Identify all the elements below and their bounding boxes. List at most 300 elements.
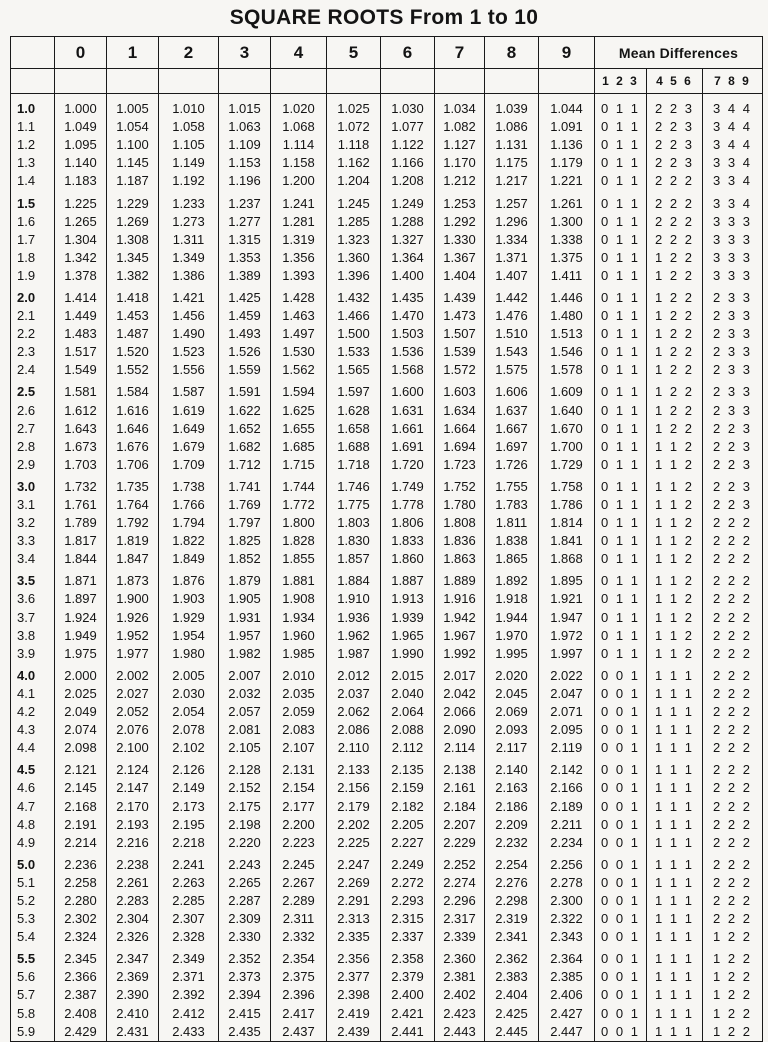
- header-blank: [107, 69, 159, 94]
- root-value-cell: 2.396: [271, 986, 327, 1004]
- root-value-cell: 1.682: [219, 438, 271, 456]
- root-value-cell: 1.122: [381, 136, 435, 154]
- mean-difference-cell: 1 1 1: [647, 663, 703, 685]
- table-row: [11, 852, 763, 874]
- root-value-cell: 1.990: [381, 645, 435, 663]
- root-value-cell: 2.030: [159, 685, 219, 703]
- row-label: 5.6: [11, 968, 55, 986]
- row-label: 3.2: [11, 514, 55, 532]
- root-value-cell: 1.667: [485, 420, 539, 438]
- mean-difference-cell: 0 1 1: [595, 361, 647, 379]
- root-value-cell: 1.277: [219, 213, 271, 231]
- root-value-cell: 2.300: [539, 892, 595, 910]
- root-value-cell: 1.844: [55, 550, 107, 568]
- root-value-cell: 1.833: [381, 532, 435, 550]
- root-value-cell: 2.189: [539, 797, 595, 815]
- mean-difference-cell: 3 4 4: [703, 136, 763, 154]
- root-value-cell: 1.664: [435, 420, 485, 438]
- root-value-cell: 1.841: [539, 532, 595, 550]
- root-value-cell: 2.168: [55, 797, 107, 815]
- root-value-cell: 1.803: [327, 514, 381, 532]
- root-value-cell: 1.323: [327, 231, 381, 249]
- root-value-cell: 1.786: [539, 496, 595, 514]
- mean-difference-cell: 2 2 2: [647, 172, 703, 190]
- root-value-cell: 2.223: [271, 834, 327, 852]
- root-value-cell: 1.520: [107, 343, 159, 361]
- root-value-cell: 1.597: [327, 379, 381, 401]
- root-value-cell: 2.354: [271, 946, 327, 968]
- root-value-cell: 2.076: [107, 721, 159, 739]
- root-value-cell: 1.476: [485, 307, 539, 325]
- root-value-cell: 2.377: [327, 968, 381, 986]
- mean-difference-cell: 2 3 3: [703, 361, 763, 379]
- mean-difference-cell: 1 1 2: [647, 550, 703, 568]
- root-value-cell: 2.071: [539, 703, 595, 721]
- mean-difference-cell: 1 1 2: [647, 568, 703, 590]
- root-value-cell: 1.187: [107, 172, 159, 190]
- mean-difference-cell: 2 2 2: [703, 645, 763, 663]
- root-value-cell: 1.237: [219, 190, 271, 212]
- table-row: [11, 703, 763, 721]
- root-value-cell: 1.652: [219, 420, 271, 438]
- table-row: [11, 285, 763, 307]
- root-value-cell: 2.283: [107, 892, 159, 910]
- root-value-cell: 2.211: [539, 816, 595, 834]
- table-body: [11, 100, 763, 1041]
- root-value-cell: 1.493: [219, 325, 271, 343]
- root-value-cell: 2.045: [485, 685, 539, 703]
- root-value-cell: 1.118: [327, 136, 381, 154]
- root-value-cell: 2.375: [271, 968, 327, 986]
- root-value-cell: 2.128: [219, 757, 271, 779]
- mean-difference-cell: 0 0 1: [595, 816, 647, 834]
- row-label: 2.8: [11, 438, 55, 456]
- root-value-cell: 1.442: [485, 285, 539, 307]
- row-label: 2.7: [11, 420, 55, 438]
- root-value-cell: 2.229: [435, 834, 485, 852]
- root-value-cell: 1.688: [327, 438, 381, 456]
- mean-difference-cell: 0 1 1: [595, 456, 647, 474]
- root-value-cell: 1.697: [485, 438, 539, 456]
- root-value-cell: 1.030: [381, 100, 435, 118]
- mean-difference-cell: 1 2 2: [703, 986, 763, 1004]
- root-value-cell: 1.473: [435, 307, 485, 325]
- root-value-cell: 2.012: [327, 663, 381, 685]
- mean-difference-cell: 2 2 3: [703, 496, 763, 514]
- root-value-cell: 1.000: [55, 100, 107, 118]
- root-value-cell: 1.741: [219, 474, 271, 496]
- header-corner: [11, 37, 55, 69]
- root-value-cell: 1.957: [219, 627, 271, 645]
- root-value-cell: 1.591: [219, 379, 271, 401]
- root-value-cell: 2.419: [327, 1005, 381, 1023]
- root-value-cell: 1.192: [159, 172, 219, 190]
- root-value-cell: 1.020: [271, 100, 327, 118]
- mean-difference-cell: 0 0 1: [595, 797, 647, 815]
- root-value-cell: 1.265: [55, 213, 107, 231]
- header-row-digits: [11, 37, 763, 69]
- root-value-cell: 1.718: [327, 456, 381, 474]
- row-label: 3.5: [11, 568, 55, 590]
- root-value-cell: 1.746: [327, 474, 381, 496]
- root-value-cell: 1.726: [485, 456, 539, 474]
- header-blank: [485, 69, 539, 94]
- mean-difference-cell: 2 2 2: [703, 892, 763, 910]
- root-value-cell: 2.291: [327, 892, 381, 910]
- mean-difference-cell: 2 2 2: [703, 627, 763, 645]
- mean-difference-cell: 1 1 2: [647, 532, 703, 550]
- mean-difference-cell: 0 1 1: [595, 496, 647, 514]
- root-value-cell: 2.293: [381, 892, 435, 910]
- mean-difference-cell: 2 3 3: [703, 307, 763, 325]
- row-label: 3.0: [11, 474, 55, 496]
- root-value-cell: 2.296: [435, 892, 485, 910]
- header-md-group: 4 5 6: [647, 69, 703, 94]
- root-value-cell: 1.153: [219, 154, 271, 172]
- root-value-cell: 2.159: [381, 779, 435, 797]
- root-value-cell: 2.193: [107, 816, 159, 834]
- root-value-cell: 1.054: [107, 118, 159, 136]
- mean-difference-cell: 1 1 1: [647, 685, 703, 703]
- root-value-cell: 2.383: [485, 968, 539, 986]
- row-label: 4.3: [11, 721, 55, 739]
- root-value-cell: 2.225: [327, 834, 381, 852]
- root-value-cell: 2.227: [381, 834, 435, 852]
- header-md-group: 7 8 9: [703, 69, 763, 94]
- root-value-cell: 1.982: [219, 645, 271, 663]
- table-row: [11, 645, 763, 663]
- root-value-cell: 1.921: [539, 590, 595, 608]
- header-digit: 2: [159, 37, 219, 69]
- root-value-cell: 1.797: [219, 514, 271, 532]
- root-value-cell: 1.229: [107, 190, 159, 212]
- root-value-cell: 1.249: [381, 190, 435, 212]
- root-value-cell: 1.453: [107, 307, 159, 325]
- root-value-cell: 2.147: [107, 779, 159, 797]
- table-row: [11, 154, 763, 172]
- root-value-cell: 2.102: [159, 739, 219, 757]
- row-label: 5.2: [11, 892, 55, 910]
- root-value-cell: 2.243: [219, 852, 271, 874]
- root-value-cell: 1.360: [327, 249, 381, 267]
- root-value-cell: 1.881: [271, 568, 327, 590]
- root-value-cell: 1.530: [271, 343, 327, 361]
- row-label: 1.4: [11, 172, 55, 190]
- mean-difference-cell: 0 1 1: [595, 514, 647, 532]
- header-digit: 4: [271, 37, 327, 69]
- root-value-cell: 2.390: [107, 986, 159, 1004]
- root-value-cell: 1.749: [381, 474, 435, 496]
- root-value-cell: 1.720: [381, 456, 435, 474]
- root-value-cell: 1.200: [271, 172, 327, 190]
- root-value-cell: 1.483: [55, 325, 107, 343]
- root-value-cell: 1.965: [381, 627, 435, 645]
- root-value-cell: 1.936: [327, 609, 381, 627]
- root-value-cell: 2.269: [327, 874, 381, 892]
- root-value-cell: 1.587: [159, 379, 219, 401]
- row-label: 2.9: [11, 456, 55, 474]
- root-value-cell: 2.437: [271, 1023, 327, 1042]
- root-value-cell: 2.042: [435, 685, 485, 703]
- root-value-cell: 2.431: [107, 1023, 159, 1042]
- root-value-cell: 1.709: [159, 456, 219, 474]
- root-value-cell: 1.025: [327, 100, 381, 118]
- root-value-cell: 2.166: [539, 779, 595, 797]
- root-value-cell: 1.345: [107, 249, 159, 267]
- mean-difference-cell: 1 2 2: [647, 379, 703, 401]
- mean-difference-cell: 0 0 1: [595, 852, 647, 874]
- table-row: [11, 231, 763, 249]
- root-value-cell: 1.500: [327, 325, 381, 343]
- root-value-cell: 1.811: [485, 514, 539, 532]
- root-value-cell: 2.276: [485, 874, 539, 892]
- root-value-cell: 1.225: [55, 190, 107, 212]
- table-row: [11, 249, 763, 267]
- root-value-cell: 2.410: [107, 1005, 159, 1023]
- root-value-cell: 1.513: [539, 325, 595, 343]
- mean-difference-cell: 1 1 1: [647, 928, 703, 946]
- root-value-cell: 1.876: [159, 568, 219, 590]
- root-value-cell: 2.252: [435, 852, 485, 874]
- header-blank: [159, 69, 219, 94]
- row-label: 5.9: [11, 1023, 55, 1042]
- root-value-cell: 1.208: [381, 172, 435, 190]
- root-value-cell: 2.263: [159, 874, 219, 892]
- row-label: 1.1: [11, 118, 55, 136]
- root-value-cell: 1.661: [381, 420, 435, 438]
- mean-difference-cell: 1 2 2: [647, 307, 703, 325]
- root-value-cell: 1.562: [271, 361, 327, 379]
- root-value-cell: 1.892: [485, 568, 539, 590]
- root-value-cell: 1.166: [381, 154, 435, 172]
- root-value-cell: 1.105: [159, 136, 219, 154]
- root-value-cell: 2.110: [327, 739, 381, 757]
- root-value-cell: 1.852: [219, 550, 271, 568]
- root-value-cell: 1.581: [55, 379, 107, 401]
- mean-difference-cell: 2 2 2: [647, 213, 703, 231]
- mean-difference-cell: 1 1 1: [647, 816, 703, 834]
- mean-difference-cell: 0 1 1: [595, 627, 647, 645]
- mean-difference-cell: 0 1 1: [595, 249, 647, 267]
- root-value-cell: 1.952: [107, 627, 159, 645]
- mean-difference-cell: 2 2 3: [647, 136, 703, 154]
- root-value-cell: 1.490: [159, 325, 219, 343]
- root-value-cell: 1.439: [435, 285, 485, 307]
- mean-difference-cell: 2 2 2: [703, 739, 763, 757]
- mean-difference-cell: 0 0 1: [595, 910, 647, 928]
- mean-difference-cell: 2 2 2: [703, 609, 763, 627]
- table-row: [11, 797, 763, 815]
- row-label: 1.8: [11, 249, 55, 267]
- root-value-cell: 1.789: [55, 514, 107, 532]
- mean-difference-cell: 1 1 1: [647, 703, 703, 721]
- root-value-cell: 1.676: [107, 438, 159, 456]
- mean-difference-cell: 3 3 3: [703, 249, 763, 267]
- table-row: [11, 496, 763, 514]
- root-value-cell: 2.209: [485, 816, 539, 834]
- root-value-cell: 2.088: [381, 721, 435, 739]
- root-value-cell: 2.112: [381, 739, 435, 757]
- root-value-cell: 2.098: [55, 739, 107, 757]
- root-value-cell: 2.205: [381, 816, 435, 834]
- root-value-cell: 1.980: [159, 645, 219, 663]
- root-value-cell: 2.052: [107, 703, 159, 721]
- root-value-cell: 2.138: [435, 757, 485, 779]
- root-value-cell: 2.408: [55, 1005, 107, 1023]
- table-row: [11, 874, 763, 892]
- root-value-cell: 2.330: [219, 928, 271, 946]
- root-value-cell: 2.135: [381, 757, 435, 779]
- root-value-cell: 1.470: [381, 307, 435, 325]
- root-value-cell: 1.900: [107, 590, 159, 608]
- root-value-cell: 1.929: [159, 609, 219, 627]
- mean-difference-cell: 1 1 1: [647, 834, 703, 852]
- root-value-cell: 2.163: [485, 779, 539, 797]
- root-value-cell: 1.063: [219, 118, 271, 136]
- root-value-cell: 2.332: [271, 928, 327, 946]
- root-value-cell: 2.025: [55, 685, 107, 703]
- root-value-cell: 1.526: [219, 343, 271, 361]
- root-value-cell: 1.149: [159, 154, 219, 172]
- root-value-cell: 2.402: [435, 986, 485, 1004]
- root-value-cell: 1.523: [159, 343, 219, 361]
- root-value-cell: 1.552: [107, 361, 159, 379]
- root-value-cell: 1.910: [327, 590, 381, 608]
- root-value-cell: 2.238: [107, 852, 159, 874]
- table-row: [11, 663, 763, 685]
- root-value-cell: 2.154: [271, 779, 327, 797]
- root-value-cell: 2.371: [159, 968, 219, 986]
- mean-difference-cell: 2 2 2: [703, 550, 763, 568]
- root-value-cell: 2.429: [55, 1023, 107, 1042]
- root-value-cell: 1.738: [159, 474, 219, 496]
- root-value-cell: 1.916: [435, 590, 485, 608]
- mean-difference-cell: 1 2 2: [647, 361, 703, 379]
- root-value-cell: 1.245: [327, 190, 381, 212]
- root-value-cell: 1.058: [159, 118, 219, 136]
- root-value-cell: 1.367: [435, 249, 485, 267]
- root-value-cell: 2.142: [539, 757, 595, 779]
- root-value-cell: 2.202: [327, 816, 381, 834]
- root-value-cell: 2.324: [55, 928, 107, 946]
- mean-difference-cell: 0 1 1: [595, 190, 647, 212]
- root-value-cell: 1.619: [159, 402, 219, 420]
- root-value-cell: 1.257: [485, 190, 539, 212]
- root-value-cell: 1.109: [219, 136, 271, 154]
- mean-difference-cell: 2 2 2: [703, 532, 763, 550]
- root-value-cell: 1.873: [107, 568, 159, 590]
- mean-difference-cell: 1 1 2: [647, 438, 703, 456]
- root-value-cell: 1.970: [485, 627, 539, 645]
- row-label: 3.6: [11, 590, 55, 608]
- root-value-cell: 1.145: [107, 154, 159, 172]
- mean-difference-cell: 1 1 2: [647, 590, 703, 608]
- root-value-cell: 1.752: [435, 474, 485, 496]
- root-value-cell: 1.049: [55, 118, 107, 136]
- mean-difference-cell: 0 1 1: [595, 550, 647, 568]
- root-value-cell: 2.362: [485, 946, 539, 968]
- mean-difference-cell: 3 4 4: [703, 118, 763, 136]
- root-value-cell: 1.364: [381, 249, 435, 267]
- mean-difference-cell: 0 1 1: [595, 379, 647, 401]
- root-value-cell: 2.339: [435, 928, 485, 946]
- table-row: [11, 325, 763, 343]
- row-label: 2.3: [11, 343, 55, 361]
- root-value-cell: 2.247: [327, 852, 381, 874]
- mean-difference-cell: 0 0 1: [595, 757, 647, 779]
- row-label: 2.4: [11, 361, 55, 379]
- root-value-cell: 2.022: [539, 663, 595, 685]
- root-value-cell: 1.308: [107, 231, 159, 249]
- mean-difference-cell: 0 1 1: [595, 307, 647, 325]
- root-value-cell: 2.152: [219, 779, 271, 797]
- header-digit: 9: [539, 37, 595, 69]
- mean-difference-cell: 0 1 1: [595, 609, 647, 627]
- root-value-cell: 2.064: [381, 703, 435, 721]
- root-value-cell: 1.568: [381, 361, 435, 379]
- mean-difference-cell: 0 1 1: [595, 402, 647, 420]
- root-value-cell: 2.086: [327, 721, 381, 739]
- root-value-cell: 1.179: [539, 154, 595, 172]
- root-value-cell: 1.371: [485, 249, 539, 267]
- root-value-cell: 1.942: [435, 609, 485, 627]
- mean-difference-cell: 1 2 2: [703, 946, 763, 968]
- root-value-cell: 1.487: [107, 325, 159, 343]
- root-value-cell: 1.217: [485, 172, 539, 190]
- mean-difference-cell: 2 2 2: [647, 231, 703, 249]
- row-label: 1.5: [11, 190, 55, 212]
- root-value-cell: 1.418: [107, 285, 159, 307]
- row-label: 1.0: [11, 100, 55, 118]
- root-value-cell: 1.658: [327, 420, 381, 438]
- row-label: 5.7: [11, 986, 55, 1004]
- root-value-cell: 2.145: [55, 779, 107, 797]
- root-value-cell: 1.939: [381, 609, 435, 627]
- root-value-cell: 2.241: [159, 852, 219, 874]
- root-value-cell: 1.712: [219, 456, 271, 474]
- root-value-cell: 2.274: [435, 874, 485, 892]
- mean-difference-cell: 2 2 2: [703, 874, 763, 892]
- root-value-cell: 1.825: [219, 532, 271, 550]
- root-value-cell: 1.744: [271, 474, 327, 496]
- mean-difference-cell: 0 1 1: [595, 438, 647, 456]
- root-value-cell: 1.183: [55, 172, 107, 190]
- root-value-cell: 1.131: [485, 136, 539, 154]
- mean-difference-cell: 3 3 3: [703, 213, 763, 231]
- root-value-cell: 1.828: [271, 532, 327, 550]
- root-value-cell: 1.559: [219, 361, 271, 379]
- root-value-cell: 2.182: [381, 797, 435, 815]
- root-value-cell: 2.131: [271, 757, 327, 779]
- root-value-cell: 2.218: [159, 834, 219, 852]
- mean-difference-cell: 0 1 1: [595, 100, 647, 118]
- mean-difference-cell: 2 2 3: [703, 438, 763, 456]
- table-row: [11, 361, 763, 379]
- root-value-cell: 2.441: [381, 1023, 435, 1042]
- root-value-cell: 1.706: [107, 456, 159, 474]
- root-value-cell: 2.114: [435, 739, 485, 757]
- root-value-cell: 2.385: [539, 968, 595, 986]
- root-value-cell: 1.533: [327, 343, 381, 361]
- root-value-cell: 2.062: [327, 703, 381, 721]
- root-value-cell: 1.389: [219, 267, 271, 285]
- header-blank: [11, 69, 55, 94]
- root-value-cell: 2.047: [539, 685, 595, 703]
- root-value-cell: 1.758: [539, 474, 595, 496]
- root-value-cell: 2.156: [327, 779, 381, 797]
- mean-difference-cell: 2 2 3: [703, 420, 763, 438]
- root-value-cell: 2.258: [55, 874, 107, 892]
